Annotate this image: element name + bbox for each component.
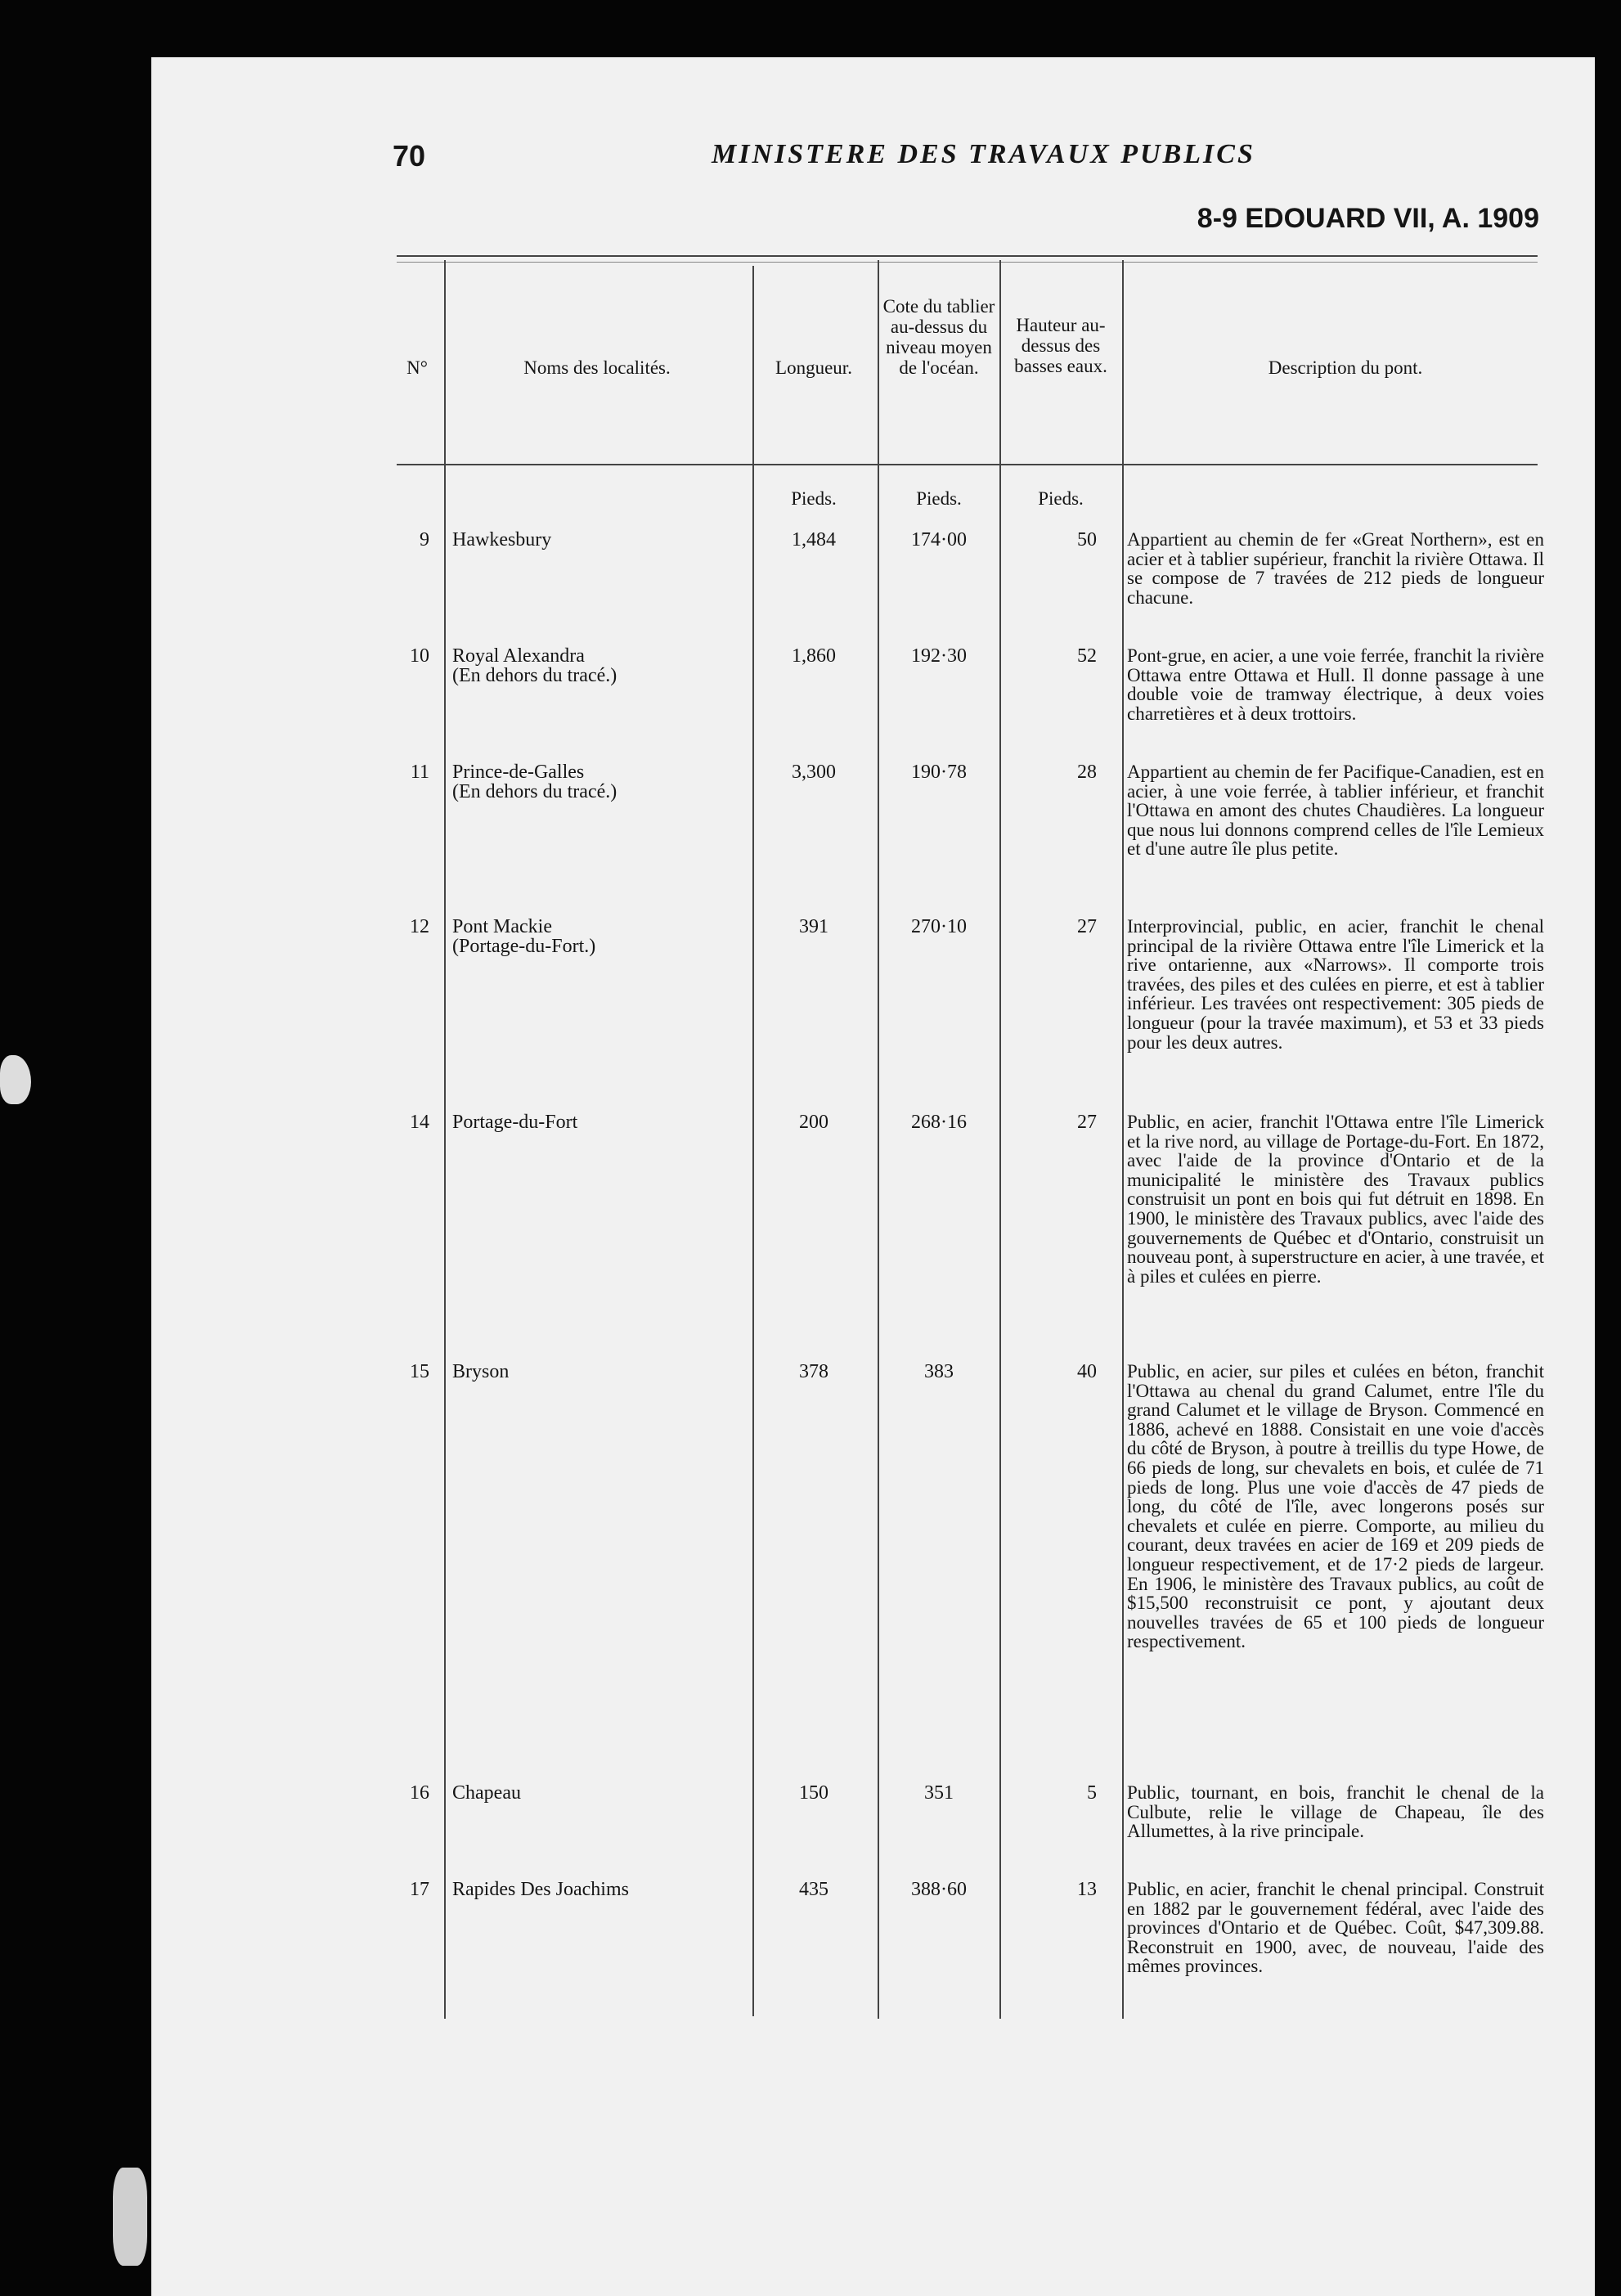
bridge-locality: Bryson [452, 1361, 510, 1382]
regnal-year: 8-9 EDOUARD VII, A. 1909 [1197, 203, 1539, 234]
header-locality: Noms des localités. [523, 357, 671, 378]
column-divider [752, 266, 754, 2016]
bridge-length: 3,300 [792, 762, 836, 783]
bridge-length: 435 [799, 1879, 828, 1900]
bridge-height: 27 [1077, 1112, 1097, 1133]
bridge-locality: Royal Alexandra (En dehors du tracé.) [452, 645, 617, 686]
column-divider [444, 260, 446, 2019]
bridge-number: 9 [420, 529, 429, 550]
bridge-description: Public, en acier, franchit le chenal principal. Construit en 1882 par le gouvernement fédéral, avec l'aide des provinces d'Ontario et de Québec. Coût, $47,309.88. Reconstruit en 1900, avec, de nouveau, l'aide des mêmes provinces. [1127, 1879, 1544, 1977]
bridge-height: 52 [1077, 645, 1097, 667]
bridge-height: 27 [1077, 916, 1097, 937]
header-description: Description du pont. [1268, 357, 1423, 378]
bridge-locality: Portage-du-Fort [452, 1112, 578, 1133]
table-top-rule-2 [397, 262, 1538, 263]
bridge-height: 28 [1077, 762, 1097, 783]
bridge-description: Appartient au chemin de fer «Great Northern», est en acier et à tablier supérieur, franchit la rivière Ottawa. Il se compose de 7 travées de 212 pieds de longueur chacune. [1127, 529, 1544, 608]
bridge-deck-elevation: 268·16 [911, 1112, 967, 1133]
bridge-deck-elevation: 190·78 [911, 762, 967, 783]
bridge-length: 1,484 [792, 529, 836, 550]
header-bottom-rule [397, 464, 1538, 465]
bridge-number: 14 [410, 1112, 429, 1133]
bridge-length: 150 [799, 1782, 828, 1804]
bridge-locality: Rapides Des Joachims [452, 1879, 629, 1900]
bridge-length: 1,860 [792, 645, 836, 667]
unit-length: Pieds. [791, 488, 837, 509]
bridge-deck-elevation: 192·30 [911, 645, 967, 667]
bridge-description: Interprovincial, public, en acier, franchit le chenal principal de la rivière Ottawa entre l'île Limerick et la rive ontarienne, aux «Narrows». Il comporte trois travées, des piles et des culées en pierre, et est à tablier inférieur. Les travées ont respectivement: 305 pieds de longueur (pour la travée maximum), et 53 et 33 pieds pour les deux autres. [1127, 916, 1544, 1053]
bridge-description: Appartient au chemin de fer Pacifique-Canadien, est en acier, à une voie ferrée, à tablier inférieur, et franchit l'Ottawa en amont des chutes Chaudières. La longueur que nous lui donnons comprend celles de l'île Lemieux et d'une autre île plus petite. [1127, 762, 1544, 860]
bridge-locality: Prince-de-Galles (En dehors du tracé.) [452, 762, 617, 802]
table-top-rule [397, 255, 1538, 257]
bridge-height: 13 [1077, 1879, 1097, 1900]
bridge-length: 391 [799, 916, 828, 937]
bridge-number: 10 [410, 645, 429, 667]
header-deck-elevation: Cote du tablier au-dessus du niveau moyen de l'océan. [882, 296, 995, 378]
bridge-deck-elevation: 174·00 [911, 529, 967, 550]
column-divider [999, 260, 1001, 2019]
bridge-height: 40 [1077, 1361, 1097, 1382]
bridge-deck-elevation: 383 [924, 1361, 954, 1382]
bridge-deck-elevation: 270·10 [911, 916, 967, 937]
unit-height: Pieds. [1038, 488, 1084, 509]
bridge-number: 12 [410, 916, 429, 937]
bridge-locality: Chapeau [452, 1782, 521, 1804]
bridge-description: Public, en acier, sur piles et culées en béton, franchit l'Ottawa au chenal du grand Calumet, entre l'île du grand Calumet et le village de Bryson. Commencé en 1886, achevé en 1888. Consistait en une voie d'accès du côté de Bryson, à poutre à treillis du type Howe, de 66 pieds de long, sur chevalets en bois, et culée de 71 pieds de long. Plus une voie d'accès de 47 pieds de long, du côté de l'île, avec longerons posés sur chevalets et culée en pierre. Comporte, au milieu du courant, deux travées en acier de 169 et 209 pieds de longueur respectivement, et de 17·2 pieds de largeur. En 1906, le ministère des Travaux publics, au coût de $15,500 reconstruisit ce pont, y ajoutant deux nouvelles travées de 65 et 100 pieds de longueur respectivement. [1127, 1361, 1544, 1652]
bridge-height: 5 [1087, 1782, 1097, 1804]
bridge-length: 200 [799, 1112, 828, 1133]
running-title: MINISTERE DES TRAVAUX PUBLICS [712, 139, 1255, 169]
bridge-deck-elevation: 388·60 [911, 1879, 967, 1900]
scan-speck [113, 2168, 147, 2266]
bridge-number: 17 [410, 1879, 429, 1900]
page-number: 70 [393, 139, 426, 173]
bridge-locality: Pont Mackie (Portage-du-Fort.) [452, 916, 596, 957]
scan-speck [0, 1055, 31, 1104]
bridge-number: 16 [410, 1782, 429, 1804]
bridge-number: 15 [410, 1361, 429, 1382]
column-divider [1122, 260, 1124, 2019]
header-length: Longueur. [775, 357, 852, 378]
bridge-description: Pont-grue, en acier, a une voie ferrée, franchit la rivière Ottawa entre Ottawa et Hull. Il donne passage à une double voie de tramway électrique, à deux voies charretières et à deux trottoirs. [1127, 645, 1544, 724]
bridge-number: 11 [410, 762, 429, 783]
unit-elevation: Pieds. [916, 488, 962, 509]
bridge-description: Public, en acier, franchit l'Ottawa entre l'île Limerick et la rive nord, au village de Portage-du-Fort. En 1872, avec l'aide de la province d'Ontario et de la municipalité le ministère des Travaux publics construisit un pont en bois qui fut détruit en 1898. En 1900, le ministère des Travaux publics, avec l'aide des gouvernements de Québec et d'Ontario, construisit un nouveau pont, à superstructure en acier, à une travée, et à piles et culées en pierre. [1127, 1112, 1544, 1287]
bridge-height: 50 [1077, 529, 1097, 550]
bridge-deck-elevation: 351 [924, 1782, 954, 1804]
header-height-above-water: Hauteur au-dessus des basses eaux. [1014, 315, 1107, 376]
bridge-description: Public, tournant, en bois, franchit le chenal de la Culbute, relie le village de Chapeau, île des Allumettes, à la rive principale. [1127, 1782, 1544, 1842]
bridge-length: 378 [799, 1361, 828, 1382]
header-number: N° [406, 357, 428, 378]
column-divider [878, 260, 879, 2019]
bridge-locality: Hawkesbury [452, 529, 552, 550]
